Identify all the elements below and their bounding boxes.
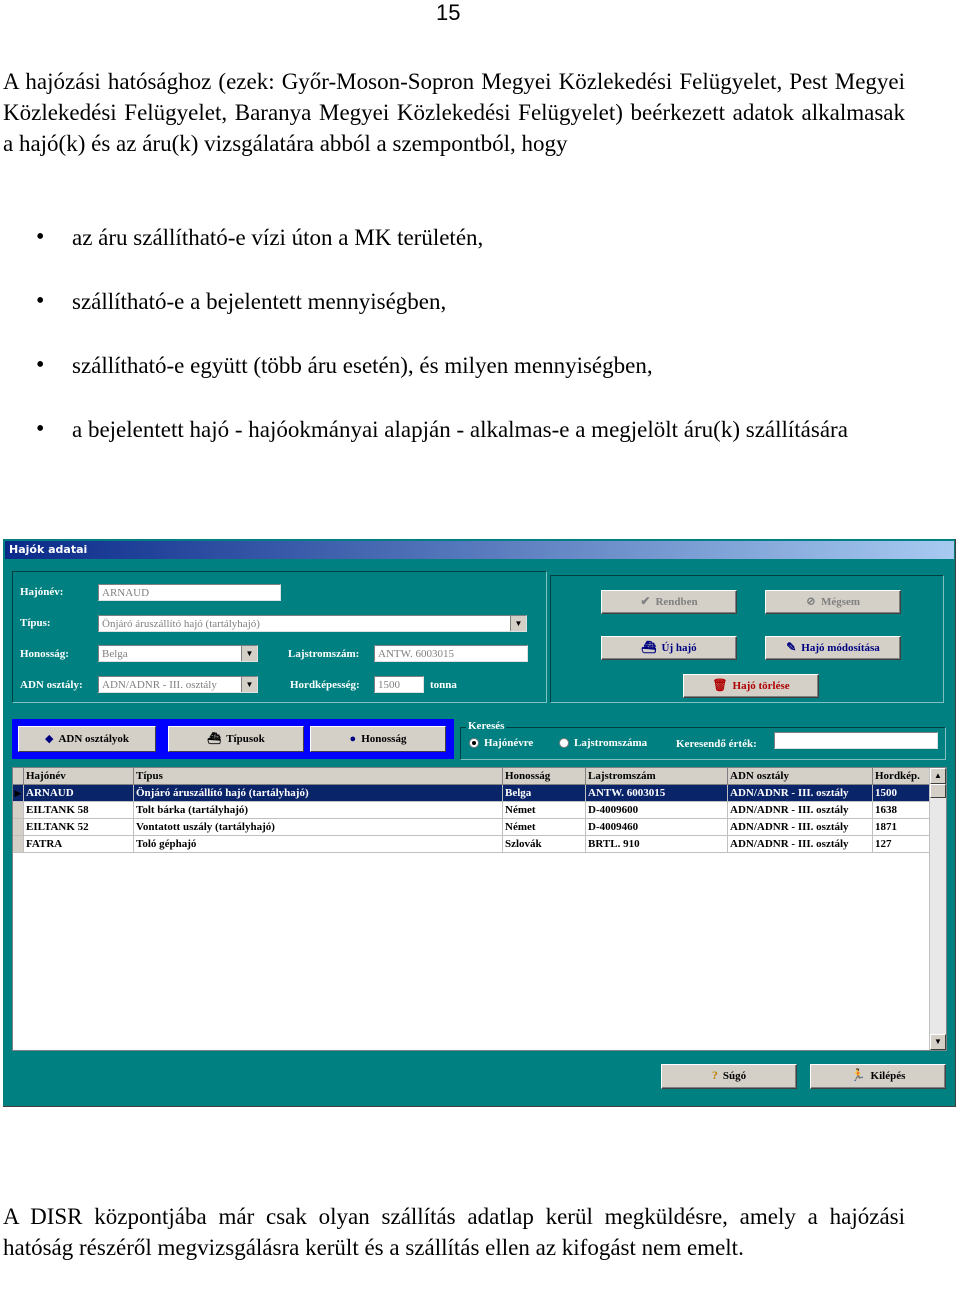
chevron-down-icon[interactable]: ▼ [241,677,257,692]
cell-adn: ADN/ADNR - III. osztály [728,836,873,853]
search-value-input[interactable] [774,732,938,749]
ship-name-input[interactable]: ARNAUD [98,584,281,601]
delete-ship-button[interactable]: 🗑 Hajó törlése [683,674,819,698]
col-header-flag[interactable]: Honosság [503,768,586,785]
table-row[interactable] [13,819,932,836]
cell-capacity: 1500 [873,785,932,802]
page-number: 15 [436,0,461,25]
table-header-row [13,768,932,785]
cell-name: ARNAUD [24,785,134,802]
cell-flag: Német [503,802,586,819]
list-item: • az áru szállítható-e vízi úton a MK területén, [0,222,905,253]
type-label: Típus: [20,617,51,629]
help-button[interactable]: ? Súgó [661,1064,797,1089]
check-icon: ✔ [640,594,651,608]
globe-icon: ● [349,733,357,745]
cell-reg: D-4009460 [586,819,728,836]
cell-type: Vontatott uszály (tartályhajó) [134,819,503,836]
list-item: • a bejelentett hajó - hajóokmányai alapján - alkalmas-e a megjelölt áru(k) szállítására [0,414,905,445]
cell-flag: Belga [503,785,586,802]
chevron-down-icon[interactable]: ▼ [510,616,526,631]
col-header-name[interactable]: Hajónév [24,768,134,785]
cell-reg: D-4009600 [586,802,728,819]
adn-classes-button[interactable]: ◆ ADN osztályok [18,726,156,752]
cell-capacity: 127 [873,836,932,853]
intro-paragraph: A hajózási hatósághoz (ezek: Győr-Moson-Sopron Megyei Közlekedési Felügyelet, Pest Megyei Közlekedési Felügyelet, Baranya Megyei Közlekedési Felügyelet) beérkezett adatok alkalmasak a hajó(k) és az áru(k) vizsgálatára abból a szempontból, hogy [3,69,905,156]
table-scrollbar[interactable] [929,768,946,1050]
ship-name-label: Hajónév: [20,586,64,598]
list-item: • szállítható-e a bejelentett mennyiségben, [0,286,905,317]
cell-adn: ADN/ADNR - III. osztály [728,802,873,819]
modify-ship-button[interactable]: ✎ Hajó módosítása [765,636,901,660]
list-item: • szállítható-e együtt (több áru esetén), és milyen mennyiségben, [0,350,905,381]
cell-type: Toló géphajó [134,836,503,853]
cell-capacity: 1871 [873,819,932,836]
search-value-label: Keresendő érték: [676,738,757,750]
trash-icon: 🗑 [712,678,728,692]
cell-reg: ANTW. 6003015 [586,785,728,802]
ships-table [12,767,947,1051]
reg-number-label: Lajstromszám: [288,648,360,660]
search-by-name-label: Hajónévre [484,737,534,749]
adn-class-label: ADN osztály: [20,679,83,691]
flag-select-value: Belga [102,648,128,660]
scroll-down-icon[interactable]: ▼ [930,1034,946,1050]
cell-adn: ADN/ADNR - III. osztály [728,785,873,802]
ok-button[interactable]: ✔ Rendben [601,590,737,614]
flag-label: Honosság: [20,648,69,660]
cell-flag: Német [503,819,586,836]
chevron-down-icon[interactable]: ▼ [241,646,257,661]
col-header-reg[interactable]: Lajstromszám [586,768,728,785]
cell-adn: ADN/ADNR - III. osztály [728,819,873,836]
adn-class-select-value: ADN/ADNR - III. osztály [102,679,217,691]
flag-button[interactable]: ● Honosság [310,726,446,752]
help-icon: ? [711,1068,718,1082]
scroll-thumb[interactable] [930,784,946,798]
flag-select[interactable] [98,645,258,662]
cell-name: EILTANK 58 [24,802,134,819]
table-row[interactable] [13,785,932,802]
exit-button[interactable]: 🏃 Kilépés [810,1064,946,1089]
adn-class-select[interactable] [98,676,258,693]
col-header-adn[interactable]: ADN osztály [728,768,873,785]
cell-type: Tolt bárka (tartályhajó) [134,802,503,819]
ship-icon: ⛴ [641,640,657,654]
cell-type: Önjáró áruszállító hajó (tartályhajó) [134,785,503,802]
capacity-unit: tonna [430,679,457,691]
criteria-list [0,222,905,445]
tag-icon: ◆ [44,733,54,745]
col-header-type[interactable]: Típus [134,768,503,785]
reg-number-input[interactable]: ANTW. 6003015 [374,645,528,662]
scroll-up-icon[interactable]: ▲ [930,768,946,784]
search-by-reg-label: Lajstromszáma [574,737,648,749]
new-ship-button[interactable]: ⛴ Új hajó [601,636,737,660]
cell-capacity: 1638 [873,802,932,819]
cancel-button[interactable]: ⊘ Mégsem [765,590,901,614]
outro-paragraph: A DISR központjába már csak olyan szállítás adatlap kerül megküldésre, amely a hajózási hatóság részéről megvizsgálásra került és a szállítás ellen az kifogást nem emelt. [3,1204,905,1260]
capacity-input[interactable]: 1500 [374,676,424,693]
type-select[interactable] [98,615,527,632]
types-button[interactable]: ⛴ Típusok [168,726,304,752]
row-indicator-header [13,768,24,785]
col-header-capacity[interactable]: Hordkép. [873,768,932,785]
cancel-icon: ⊘ [805,594,816,608]
current-row-icon: ▶ [13,785,24,802]
cell-reg: BRTL. 910 [586,836,728,853]
exit-icon: 🏃 [850,1068,866,1082]
search-group-label: Keresés [468,720,505,732]
type-select-value: Önjáró áruszállító hajó (tartályhajó) [102,618,260,630]
table-row[interactable] [13,836,932,853]
capacity-label: Hordképesség: [290,679,360,691]
cell-name: FATRA [24,836,134,853]
ship-icon: ⛴ [207,733,222,745]
cell-name: EILTANK 52 [24,819,134,836]
edit-icon: ✎ [786,640,797,654]
search-by-name-radio[interactable] [469,738,479,748]
window-title: Hajók adatai [5,541,954,559]
search-by-reg-radio[interactable] [559,738,569,748]
table-row[interactable] [13,802,932,819]
cell-flag: Szlovák [503,836,586,853]
